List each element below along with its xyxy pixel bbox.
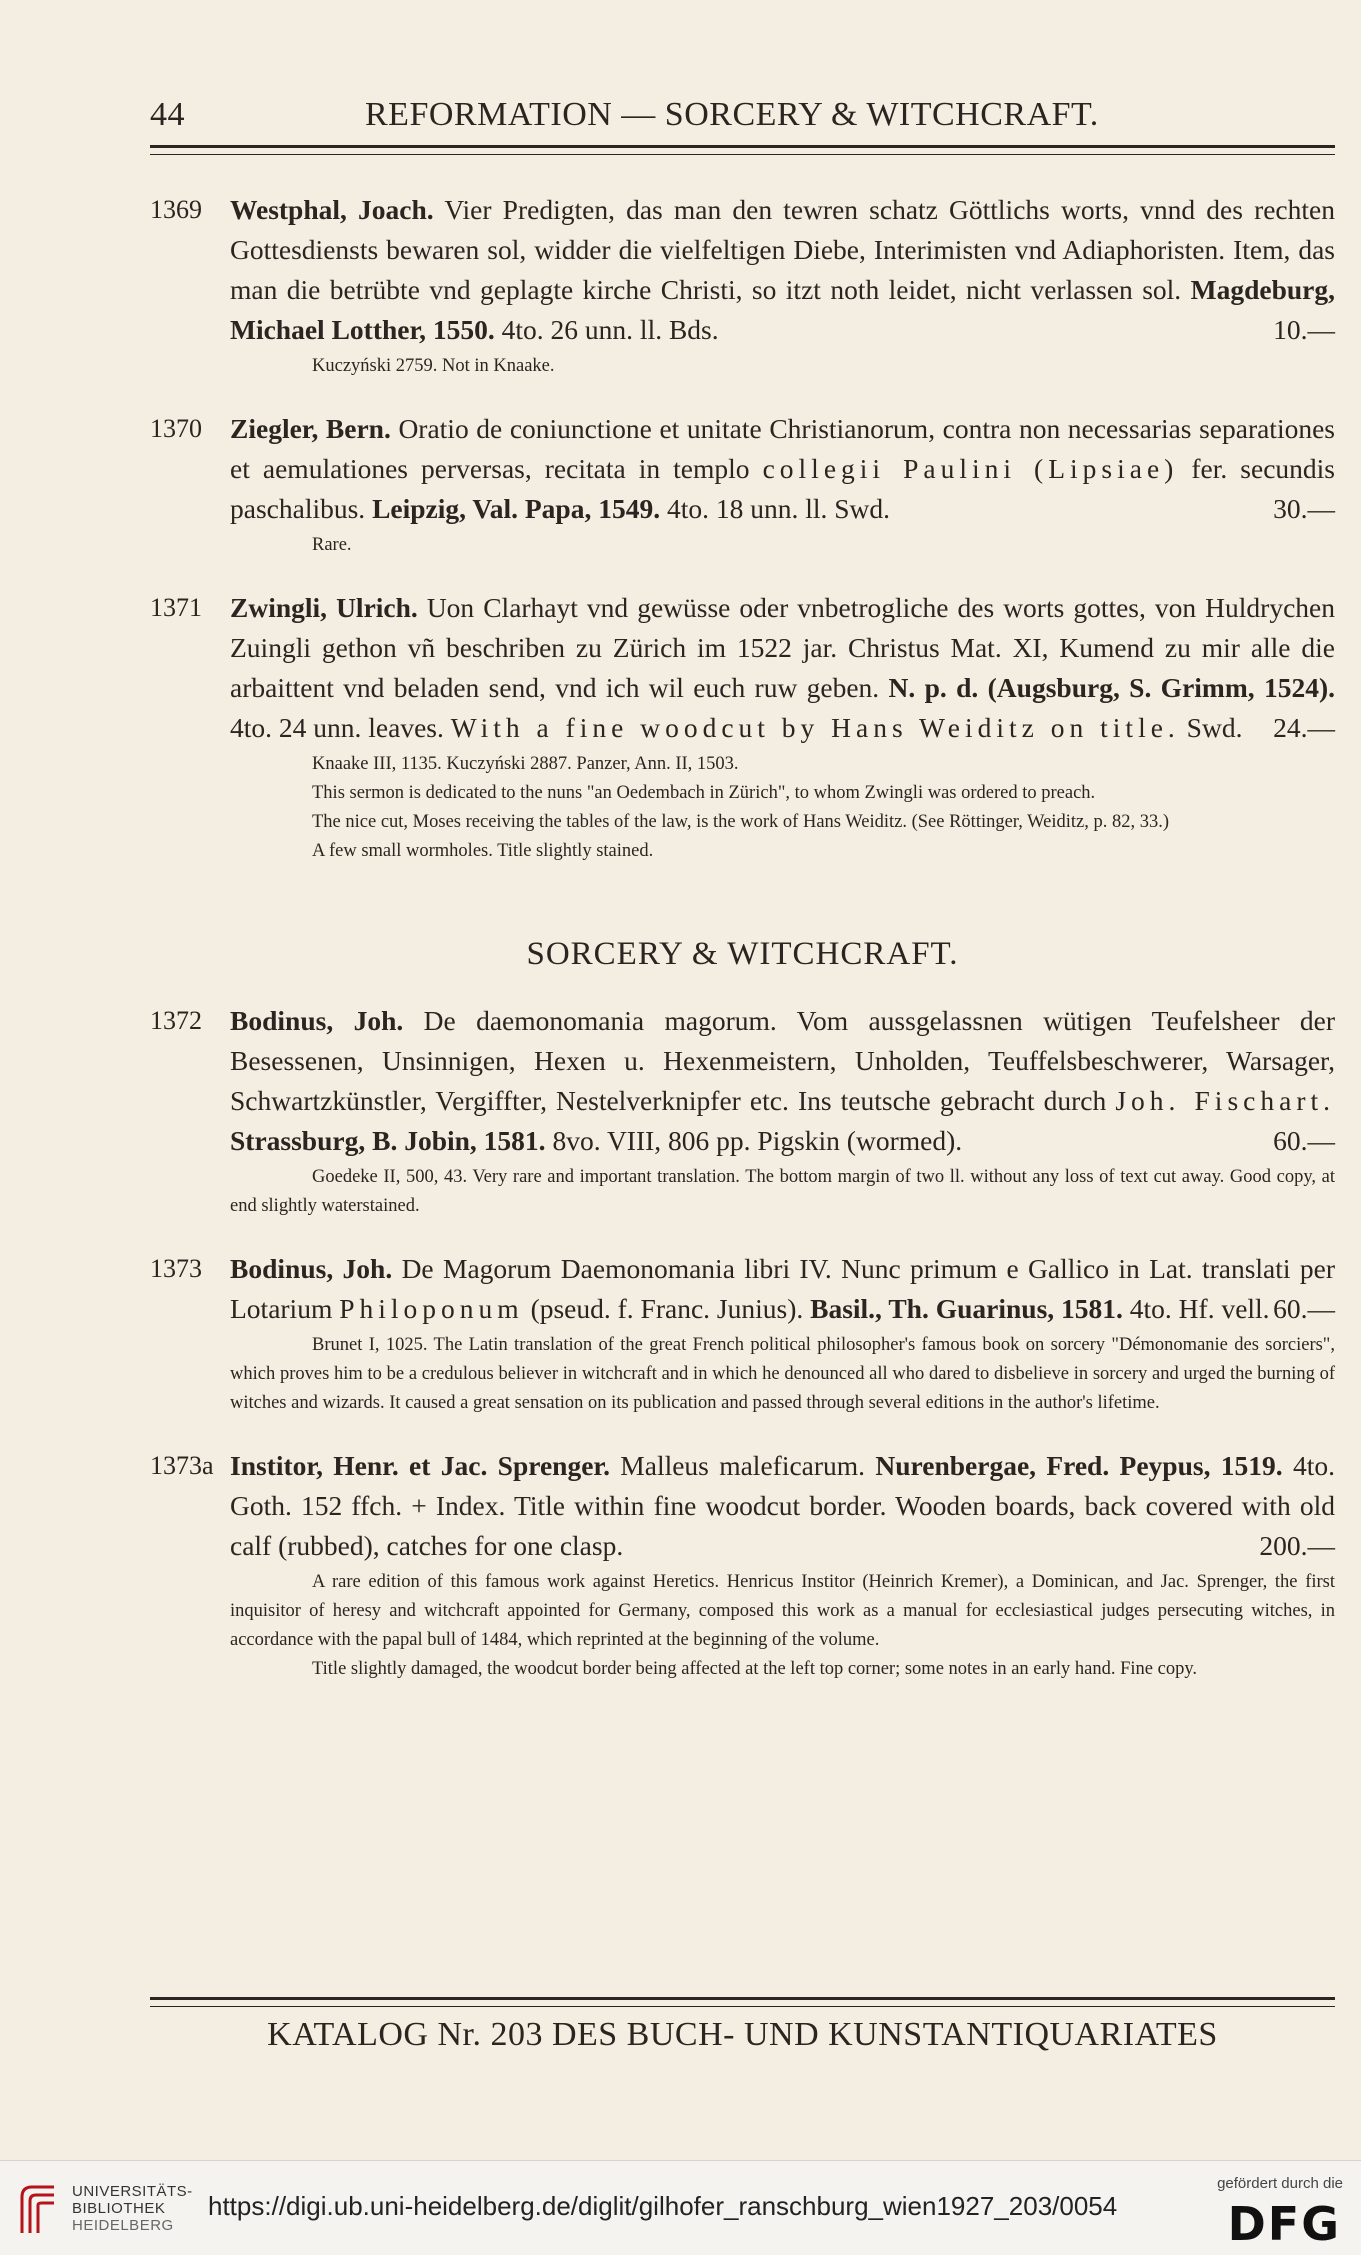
- dfg-logo[interactable]: DFG: [1227, 2197, 1341, 2251]
- entry-spaced-text: collegii Paulini (Lipsiae): [762, 453, 1179, 484]
- university-logo-icon[interactable]: [14, 2183, 60, 2235]
- entry-author: Bodinus, Joh.: [230, 1253, 393, 1284]
- entry-spaced-text: Joh. Fischart.: [1115, 1085, 1335, 1116]
- entry-note: The nice cut, Moses receiving the tables of the law, is the work of Hans Weiditz. (See Röttinger, Weiditz, p. 82, 33.): [312, 812, 1169, 832]
- library-line-3: HEIDELBERG: [72, 2217, 174, 2234]
- entry-body: [230, 1001, 1335, 1161]
- entry-number: 1370: [150, 414, 202, 443]
- entry-author: Ziegler, Bern.: [230, 413, 391, 444]
- entry-note: Goedeke II, 500, 43. Very rare and important translation. The bottom margin of two ll. without any loss of text cut away. Good copy, at end slightly waterstained.: [230, 1167, 1335, 1216]
- entry-imprint: N. p. d. (Augsburg, S. Grimm, 1524).: [888, 672, 1335, 703]
- entry-note: Rare.: [312, 535, 352, 555]
- footer-rule: [150, 1997, 1335, 2007]
- page-title: REFORMATION — SORCERY & WITCHCRAFT.: [365, 96, 1099, 133]
- entry-notes: [230, 1568, 1335, 1684]
- entry-imprint: Leipzig, Val. Papa, 1549.: [372, 493, 661, 524]
- viewer-bar: [0, 2160, 1361, 2255]
- catalog-entry: [150, 190, 1335, 381]
- footer-title: KATALOG Nr. 203 DES BUCH- UND KUNSTANTIQUARIATES: [267, 2016, 1218, 2053]
- entry-author: Institor, Henr. et Jac. Sprenger.: [230, 1450, 610, 1481]
- entry-note: A few small wormholes. Title slightly stained.: [312, 841, 654, 861]
- entry-imprint: Strassburg, B. Jobin, 1581.: [230, 1125, 546, 1156]
- entry-binding: Swd.: [1179, 712, 1243, 743]
- funder-note: gefördert durch die: [1217, 2175, 1343, 2192]
- entry-notes: [230, 750, 1335, 866]
- entry-price: 60.—: [1273, 1125, 1335, 1156]
- entry-format: 8vo. VIII, 806 pp. Pigskin (wormed).: [545, 1125, 963, 1156]
- entry-price: 60.—: [1273, 1293, 1335, 1324]
- library-line-1: UNIVERSITÄTS-: [72, 2183, 193, 2200]
- entry-author: Westphal, Joach.: [230, 194, 434, 225]
- entry-note: Kuczyński 2759. Not in Knaake.: [312, 356, 555, 376]
- entry-title-cont: (pseud. f. Franc. Junius).: [523, 1293, 811, 1324]
- entry-format: 4to. 24 unn. leaves.: [230, 712, 451, 743]
- entry-note: Brunet I, 1025. The Latin translation of the great French political philosopher's famous book on sorcery "Démonomanie des sorciers", which proves him to be a credulous believer in witchcraft and in which he denounced all who dared to disbelieve in sorcery and urged the burning of witches and wizards. It caused a great sensation on its publication and passed through several editions in the author's lifetime.: [230, 1335, 1335, 1413]
- entry-title: De daemonomania magorum. Vom aussgelassnen wütigen Teufelsheer der Besessenen, Unsinnigen, Hexen u. Hexenmeistern, Unholden, Teuffelsbeschwerer, Warsager, Schwartzkünstler, Vergiffter, Nestelverknipfer etc. Ins teutsche gebracht durch: [230, 1005, 1335, 1116]
- entry-price: 10.—: [1273, 314, 1335, 345]
- entry-number: 1372: [150, 1006, 202, 1035]
- entry-title: Uon Clarhayt vnd gewüsse oder vnbetrogliche des worts gottes, von Huldrychen Zuingli gethon vñ beschriben zu Zürich im 1522 jar. Christus Mat. XI, Kumend zu mir alle die arbaittent vnd beladen send, vnd ich wil euch ruw geben.: [230, 592, 1336, 703]
- entry-spaced-text: With a fine woodcut by Hans Weiditz on title.: [450, 712, 1180, 743]
- entry-format: 4to. Hf. vell.: [1122, 1293, 1270, 1324]
- catalog-entry: [150, 1001, 1335, 1221]
- entry-number: 1369: [150, 195, 202, 224]
- entry-title: Vier Predigten, das man den tewren schatz Göttlichs worts, vnnd des rechten Gottesdiensts bewaren sol, widder die vielfeltigen Diebe, Interimisten vnd Adiaphoristen. Item, das man die betrübte vnd geplagte kirche Christi, so itzt noth leidet, nicht verlassen sol.: [230, 194, 1335, 305]
- entry-imprint: Nurenbergae, Fred. Peypus, 1519.: [875, 1450, 1283, 1481]
- page-number: 44: [150, 96, 185, 133]
- entry-author: Bodinus, Joh.: [230, 1005, 404, 1036]
- entry-note: Title slightly damaged, the woodcut border being affected at the left top corner; some notes in an early hand. Fine copy.: [312, 1659, 1198, 1679]
- section-title: SORCERY & WITCHCRAFT.: [526, 936, 959, 972]
- header-rule: [150, 145, 1335, 155]
- entry-title-cont: fer. secundis paschalibus.: [230, 453, 1335, 524]
- entry-imprint: Magdeburg, Michael Lotther, 1550.: [230, 274, 1335, 345]
- entries: [150, 190, 1335, 1712]
- entry-note: A rare edition of this famous work against Heretics. Henricus Institor (Heinrich Kremer), a Dominican, and Jac. Sprenger, the first inquisitor of heresy and witchcraft appointed for Germany, composed this work as a manual for ecclesiastical judges persecuting witches, in accordance with the papal bull of 1484, which reprinted at the beginning of the volume.: [230, 1572, 1335, 1650]
- entry-body: [230, 190, 1335, 350]
- entry-body: [230, 1446, 1335, 1566]
- entry-note: This sermon is dedicated to the nuns "an Oedembach in Zürich", to whom Zwingli was ordered to preach.: [312, 783, 1096, 803]
- entry-notes: [230, 1163, 1335, 1221]
- entry-number: 1373a: [150, 1451, 214, 1480]
- entry-title: Malleus maleficarum.: [609, 1450, 876, 1481]
- catalog-entry: [150, 409, 1335, 560]
- entry-number: 1371: [150, 593, 202, 622]
- catalog-entry: [150, 1446, 1335, 1684]
- entry-body: [230, 588, 1335, 748]
- sorcery-entries: [150, 1001, 1335, 1684]
- entry-body: [230, 409, 1335, 529]
- permalink-url[interactable]: https://digi.ub.uni-heidelberg.de/diglit/gilhofer_ranschburg_wien1927_203/0054: [208, 2191, 1118, 2221]
- entry-spaced-text: Philoponum: [339, 1293, 524, 1324]
- entry-price: 200.—: [1259, 1530, 1335, 1561]
- entry-note: Knaake III, 1135. Kuczyński 2887. Panzer, Ann. II, 1503.: [312, 754, 739, 774]
- catalog-entry: [150, 1249, 1335, 1418]
- catalog-entry: [150, 588, 1335, 866]
- entry-number: 1373: [150, 1254, 202, 1283]
- library-name: [72, 2183, 193, 2234]
- entry-body: [230, 1249, 1335, 1329]
- library-line-2: BIBLIOTHEK: [72, 2200, 166, 2217]
- entry-author: Zwingli, Ulrich.: [230, 592, 418, 623]
- entry-price: 24.—: [1273, 712, 1335, 743]
- entry-format: 4to. Goth. 152 ffch. + Index. Title within fine woodcut border. Wooden boards, back covered with old calf (rubbed), catches for one clasp.: [230, 1450, 1336, 1561]
- entry-imprint: Basil., Th. Guarinus, 1581.: [810, 1293, 1123, 1324]
- entry-notes: [230, 352, 1335, 381]
- entry-notes: [230, 531, 1335, 560]
- entry-title: Oratio de coniunctione et unitate Christianorum, contra non necessarias separationes et aemulationes perversas, recitata in templo: [230, 413, 1335, 484]
- entry-format: 4to. 18 unn. ll. Swd.: [660, 493, 891, 524]
- entry-format: 4to. 26 unn. ll. Bds.: [494, 314, 719, 345]
- entry-notes: [230, 1331, 1335, 1418]
- reformation-entries: [150, 190, 1335, 866]
- entry-price: 30.—: [1273, 493, 1335, 524]
- entry-title: De Magorum Daemonomania libri IV. Nunc primum e Gallico in Lat. translati per Lotarium: [230, 1253, 1335, 1324]
